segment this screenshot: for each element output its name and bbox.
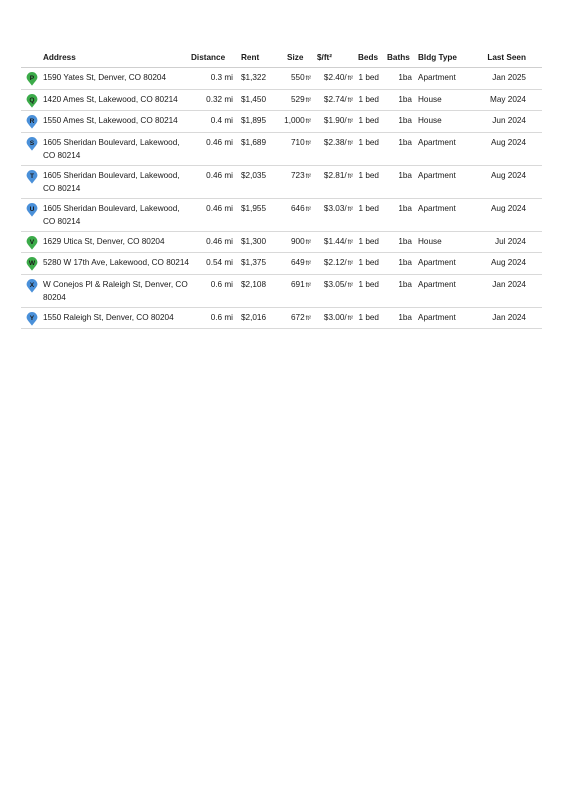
marker-cell: [21, 256, 43, 271]
size-cell: [275, 136, 311, 152]
header-building-type: Bldg Type: [418, 52, 457, 62]
header-size: Size: [287, 52, 304, 62]
address-cell: 1550 Raleigh St, Denver, CO 80204: [43, 312, 174, 322]
size-cell: [275, 93, 311, 109]
size-cell: [275, 202, 311, 218]
price-per-sqft-cell: [311, 136, 353, 152]
price-per-sqft-cell-unit: ft²: [347, 261, 353, 267]
price-per-sqft-cell-unit: ft²: [347, 282, 353, 289]
size-cell: [275, 235, 311, 251]
address-cell: 1605 Sheridan Boulevard, Lakewood, CO 80214: [43, 203, 180, 226]
distance-cell: 0.46 mi: [206, 236, 233, 246]
last-seen-cell: Jun 2024: [492, 116, 526, 125]
size-cell-unit: ft²: [305, 206, 311, 213]
header-marker-spacer: [21, 57, 43, 58]
distance-cell: 0.4 mi: [210, 116, 233, 125]
size-cell-unit: ft²: [305, 119, 311, 125]
rent-cell: $1,300: [241, 236, 267, 246]
building-type-cell: Apartment: [418, 73, 456, 82]
beds-cell: 1 bed: [358, 203, 379, 213]
marker-cell: [21, 114, 43, 129]
address-cell: W Conejos Pl & Raleigh St, Denver, CO 80204: [43, 279, 188, 302]
size-cell-unit: ft²: [305, 97, 311, 104]
size-cell-value: 900: [290, 236, 305, 246]
table-row: [21, 308, 542, 330]
price-per-sqft-cell-value: $3.05/: [323, 279, 347, 289]
marker-letter: S: [29, 139, 35, 147]
price-per-sqft-cell-unit: ft²: [347, 76, 353, 82]
building-type-cell: Apartment: [418, 203, 456, 213]
building-type-cell: House: [418, 236, 442, 246]
marker-letter: V: [29, 238, 35, 246]
address-cell: 1629 Utica St, Denver, CO 80204: [43, 236, 165, 246]
last-seen-cell: Jan 2024: [492, 279, 526, 289]
size-cell-value: 550: [290, 73, 305, 82]
beds-cell: 1 bed: [358, 170, 379, 180]
map-pin-icon: [26, 257, 38, 271]
header-address: Address: [43, 52, 76, 62]
baths-cell: 1ba: [398, 73, 412, 82]
rent-cell: $1,322: [241, 73, 267, 82]
size-cell-value: 649: [290, 258, 305, 267]
price-per-sqft-cell: [311, 93, 353, 109]
price-per-sqft-cell: [311, 202, 353, 218]
size-cell: [275, 71, 311, 87]
marker-cell: [21, 278, 43, 293]
price-per-sqft-cell: [311, 71, 353, 87]
last-seen-cell: Aug 2024: [490, 203, 526, 213]
size-cell-value: 710: [290, 137, 305, 147]
beds-cell: 1 bed: [358, 258, 379, 267]
marker-cell: [21, 136, 43, 151]
price-per-sqft-cell-unit: ft²: [347, 119, 353, 125]
last-seen-cell: Aug 2024: [490, 137, 526, 147]
marker-letter: W: [28, 259, 36, 267]
marker-letter: P: [29, 74, 35, 82]
building-type-cell: Apartment: [418, 258, 456, 267]
table-row: [21, 166, 542, 199]
marker-letter: U: [29, 205, 35, 213]
rent-cell: $2,108: [241, 279, 267, 289]
price-per-sqft-cell-unit: ft²: [347, 97, 353, 104]
price-per-sqft-cell-value: $2.12/: [323, 258, 347, 267]
map-pin-icon: [26, 203, 38, 217]
price-per-sqft-cell: [311, 235, 353, 251]
baths-cell: 1ba: [398, 258, 412, 267]
header-rent: Rent: [241, 52, 260, 62]
table-row: [21, 253, 542, 275]
price-per-sqft-cell-unit: ft²: [347, 206, 353, 213]
table-row: [21, 199, 542, 232]
size-cell-unit: ft²: [305, 140, 311, 147]
size-cell-unit: ft²: [305, 239, 311, 246]
table-row: [21, 68, 542, 90]
table-row: [21, 90, 542, 112]
size-cell: [275, 114, 311, 130]
price-per-sqft-cell-unit: ft²: [347, 315, 353, 322]
rent-cell: $1,375: [241, 258, 267, 267]
baths-cell: 1ba: [398, 236, 412, 246]
last-seen-cell: Jul 2024: [495, 236, 526, 246]
beds-cell: 1 bed: [358, 312, 379, 322]
size-cell-unit: ft²: [305, 76, 311, 82]
map-pin-icon: [26, 115, 38, 129]
price-per-sqft-cell: [311, 311, 353, 327]
table-row: [21, 275, 542, 308]
marker-cell: [21, 235, 43, 250]
address-cell: 1590 Yates St, Denver, CO 80204: [43, 73, 167, 82]
header-beds: Beds: [358, 52, 379, 62]
baths-cell: 1ba: [398, 312, 412, 322]
size-cell-value: 723: [290, 170, 305, 180]
price-per-sqft-cell-value: $3.00/: [323, 312, 347, 322]
table-row: [21, 111, 542, 133]
header-baths: Baths: [387, 52, 410, 62]
map-pin-icon: [26, 279, 38, 293]
price-per-sqft-cell: [311, 256, 353, 272]
table-header: [21, 48, 542, 68]
size-cell-unit: ft²: [305, 315, 311, 322]
last-seen-cell: Jan 2025: [492, 73, 526, 82]
size-cell-value: 1,000: [284, 116, 305, 125]
beds-cell: 1 bed: [358, 94, 379, 104]
beds-cell: 1 bed: [358, 116, 379, 125]
baths-cell: 1ba: [398, 203, 412, 213]
table-row: [21, 232, 542, 254]
marker-letter: T: [29, 172, 35, 180]
size-cell-unit: ft²: [305, 261, 311, 267]
last-seen-cell: May 2024: [490, 94, 526, 104]
price-per-sqft-cell: [311, 114, 353, 130]
address-cell: 5280 W 17th Ave, Lakewood, CO 80214: [43, 258, 189, 267]
header-distance: Distance: [191, 52, 226, 62]
building-type-cell: House: [418, 94, 442, 104]
marker-letter: Q: [29, 96, 35, 104]
rent-cell: $1,450: [241, 94, 267, 104]
marker-letter: R: [29, 117, 35, 125]
price-per-sqft-cell-value: $2.38/: [323, 137, 347, 147]
building-type-cell: Apartment: [418, 170, 456, 180]
marker-letter: Y: [29, 314, 35, 322]
address-cell: 1420 Ames St, Lakewood, CO 80214: [43, 94, 178, 104]
marker-cell: [21, 71, 43, 86]
rent-cell: $1,689: [241, 137, 267, 147]
last-seen-cell: Aug 2024: [490, 170, 526, 180]
size-cell: [275, 278, 311, 294]
size-cell-value: 672: [290, 312, 305, 322]
price-per-sqft-cell: [311, 278, 353, 294]
building-type-cell: Apartment: [418, 312, 456, 322]
rentals-table: [21, 48, 542, 329]
beds-cell: 1 bed: [358, 73, 379, 82]
price-per-sqft-cell-unit: ft²: [347, 173, 353, 180]
beds-cell: 1 bed: [358, 279, 379, 289]
rent-cell: $2,016: [241, 312, 267, 322]
building-type-cell: Apartment: [418, 137, 456, 147]
marker-cell: [21, 311, 43, 326]
distance-cell: 0.54 mi: [206, 258, 233, 267]
distance-cell: 0.32 mi: [206, 94, 233, 104]
address-cell: 1550 Ames St, Lakewood, CO 80214: [43, 116, 178, 125]
size-cell: [275, 311, 311, 327]
building-type-cell: House: [418, 116, 442, 125]
beds-cell: 1 bed: [358, 236, 379, 246]
last-seen-cell: Aug 2024: [490, 258, 526, 267]
size-cell: [275, 169, 311, 185]
header-price-per-sqft: $/ft²: [317, 52, 333, 62]
size-cell-unit: ft²: [305, 282, 311, 289]
address-cell: 1605 Sheridan Boulevard, Lakewood, CO 80214: [43, 170, 180, 193]
address-cell: 1605 Sheridan Boulevard, Lakewood, CO 80214: [43, 137, 180, 160]
distance-cell: 0.6 mi: [210, 312, 233, 322]
size-cell-value: 691: [290, 279, 305, 289]
map-pin-icon: [26, 72, 38, 86]
rent-cell: $1,895: [241, 116, 267, 125]
marker-letter: X: [29, 281, 35, 289]
distance-cell: 0.6 mi: [210, 279, 233, 289]
price-per-sqft-cell-value: $1.44/: [323, 236, 347, 246]
price-per-sqft-cell-unit: ft²: [347, 239, 353, 246]
distance-cell: 0.46 mi: [206, 137, 233, 147]
marker-cell: [21, 93, 43, 108]
baths-cell: 1ba: [398, 279, 412, 289]
marker-cell: [21, 202, 43, 217]
price-per-sqft-cell-value: $2.81/: [323, 170, 347, 180]
rent-cell: $1,955: [241, 203, 267, 213]
price-per-sqft-cell-unit: ft²: [347, 140, 353, 147]
baths-cell: 1ba: [398, 94, 412, 104]
size-cell-value: 529: [290, 94, 305, 104]
distance-cell: 0.46 mi: [206, 203, 233, 213]
beds-cell: 1 bed: [358, 137, 379, 147]
table-body: [21, 68, 542, 329]
building-type-cell: Apartment: [418, 279, 456, 289]
table-row: [21, 133, 542, 166]
price-per-sqft-cell-value: $3.03/: [323, 203, 347, 213]
map-pin-icon: [26, 137, 38, 151]
size-cell: [275, 256, 311, 272]
distance-cell: 0.3 mi: [210, 73, 233, 82]
size-cell-value: 646: [290, 203, 305, 213]
price-per-sqft-cell-value: $2.40/: [323, 73, 347, 82]
price-per-sqft-cell-value: $1.90/: [323, 116, 347, 125]
distance-cell: 0.46 mi: [206, 170, 233, 180]
marker-cell: [21, 169, 43, 184]
header-last-seen: Last Seen: [487, 52, 526, 62]
map-pin-icon: [26, 236, 38, 250]
map-pin-icon: [26, 94, 38, 108]
rent-cell: $2,035: [241, 170, 267, 180]
map-pin-icon: [26, 170, 38, 184]
last-seen-cell: Jan 2024: [492, 312, 526, 322]
baths-cell: 1ba: [398, 116, 412, 125]
baths-cell: 1ba: [398, 170, 412, 180]
size-cell-unit: ft²: [305, 173, 311, 180]
price-per-sqft-cell: [311, 169, 353, 185]
price-per-sqft-cell-value: $2.74/: [323, 94, 347, 104]
map-pin-icon: [26, 312, 38, 326]
baths-cell: 1ba: [398, 137, 412, 147]
